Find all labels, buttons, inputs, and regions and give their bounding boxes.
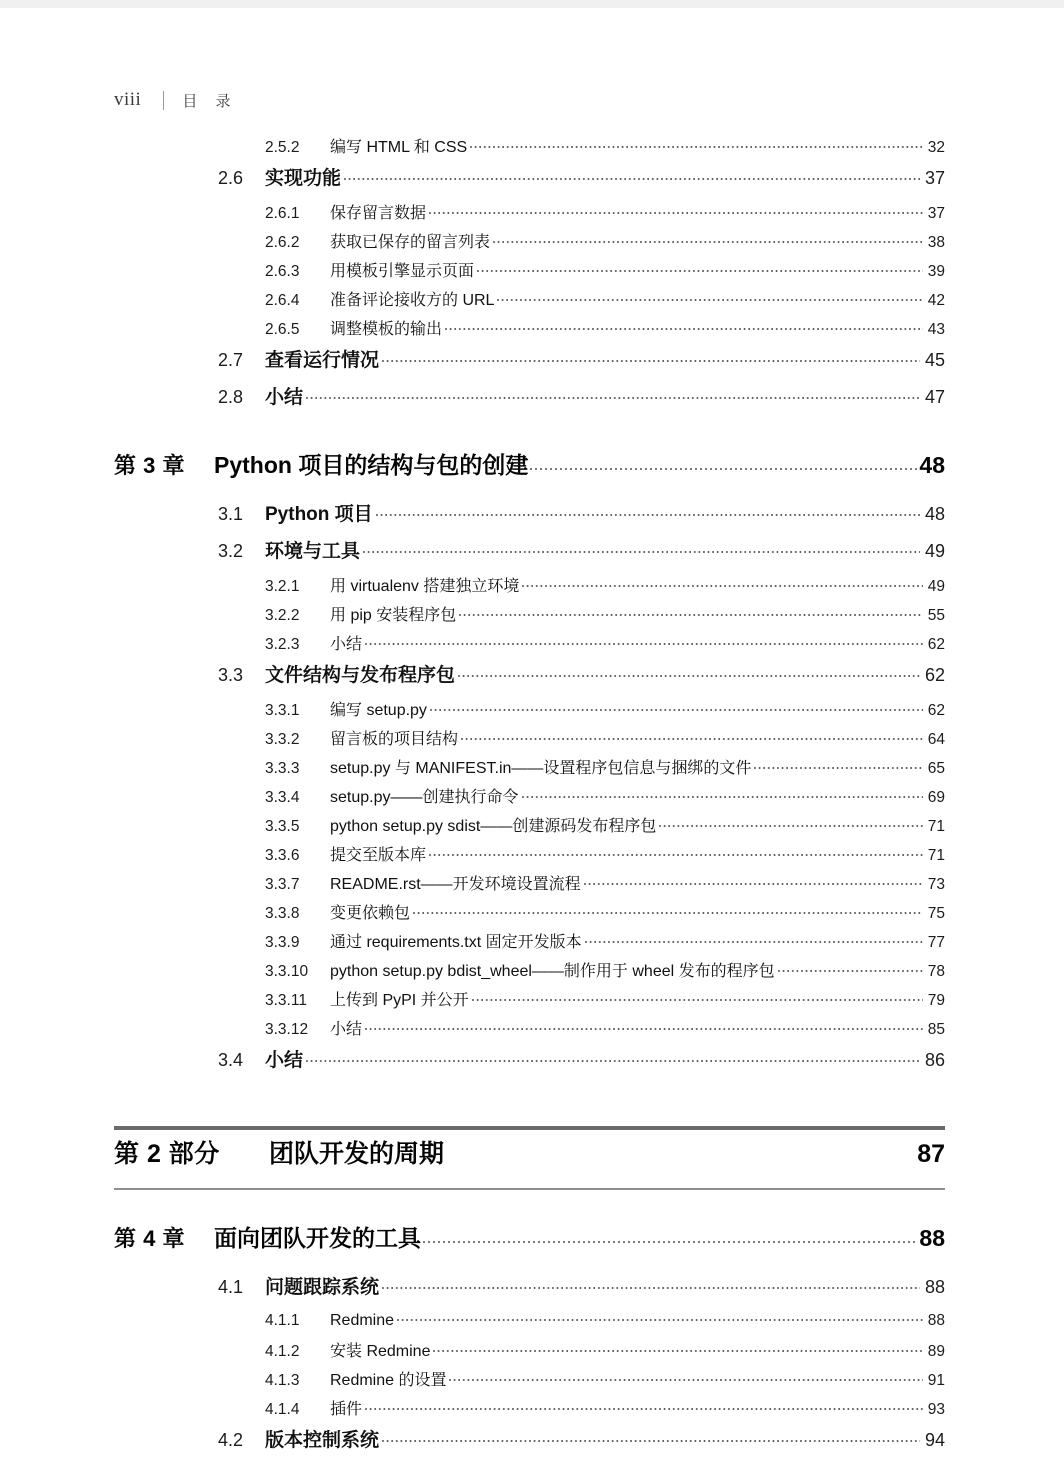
toc-entry-number: 2.5.2 [265, 139, 300, 156]
dot-leader [585, 931, 923, 947]
toc-entry-page-number: 47 [924, 387, 945, 407]
toc-entry-page-number: 62 [927, 636, 945, 653]
dot-leader [429, 844, 923, 860]
dot-leader [429, 202, 923, 218]
toc-entry-row[interactable] [0, 784, 1064, 813]
dot-leader [778, 960, 923, 976]
dot-leader [413, 902, 923, 918]
toc-entry-number: 3.3.4 [265, 789, 300, 806]
toc-entry-row[interactable] [0, 1045, 1064, 1082]
toc-entry-number: 3.3.5 [265, 818, 300, 835]
toc-entry-number: 3.3.11 [265, 992, 307, 1009]
dot-leader [382, 1430, 920, 1446]
toc-entry-page-number: 38 [927, 234, 945, 251]
dot-leader [659, 815, 922, 831]
toc-entry-title: 用 pip 安装程序包 [330, 607, 457, 624]
toc-entry-title: Redmine 的设置 [330, 1372, 447, 1389]
toc-entry-number: 3.4 [218, 1050, 244, 1070]
dot-leader [382, 1277, 920, 1293]
toc-entry-title: 用 virtualenv 搭建独立环境 [330, 578, 520, 595]
toc-entry-page-number: 86 [924, 1050, 945, 1070]
toc-entry-number: 2.7 [218, 350, 244, 370]
toc-entry-page-number: 49 [927, 578, 945, 595]
dot-leader [472, 989, 923, 1005]
toc-entry-title: 获取已保存的留言列表 [330, 234, 491, 251]
toc-entry-row[interactable] [0, 229, 1064, 258]
part-heading-row[interactable] [114, 1130, 945, 1188]
toc-spacer [0, 1082, 1064, 1126]
dot-leader [497, 289, 922, 305]
toc-entry-page-number: 37 [927, 205, 945, 222]
toc-entry-page-number: 88 [927, 1312, 945, 1329]
toc-entry-title: 提交至版本库 [330, 847, 427, 864]
toc-entry-row[interactable] [0, 499, 1064, 536]
running-head [114, 86, 238, 114]
toc-entry-title: 小结 [330, 636, 363, 653]
toc-entry-title: 面向团队开发的工具 [214, 1225, 421, 1251]
dot-leader [470, 136, 923, 152]
toc-entry-row[interactable] [0, 287, 1064, 316]
toc-entry-row[interactable] [0, 1396, 1064, 1425]
toc-entry-row[interactable] [0, 258, 1064, 287]
toc-entry-number: 3.2 [218, 541, 244, 561]
toc-entry-number: 3.1 [218, 504, 244, 524]
toc-entry-row[interactable] [0, 536, 1064, 573]
toc-entry-title: 问题跟踪系统 [265, 1277, 380, 1298]
toc-entry-page-number: 42 [927, 292, 945, 309]
dot-leader [754, 757, 922, 773]
toc-entry-title: 文件结构与发布程序包 [265, 665, 456, 686]
toc-entry-page-number: 88 [919, 1225, 945, 1251]
toc-entry-page-number: 37 [924, 168, 945, 188]
toc-entry-row[interactable] [0, 1016, 1064, 1045]
toc-entry-page-number: 62 [927, 702, 945, 719]
toc-entry-page-number: 64 [927, 731, 945, 748]
toc-entry-row[interactable] [0, 813, 1064, 842]
toc-entry-number: 2.6.2 [265, 234, 300, 251]
dot-leader [522, 575, 922, 591]
toc-entry-page-number: 89 [927, 1343, 945, 1360]
toc-entry-row[interactable] [0, 697, 1064, 726]
toc-entry-row[interactable] [0, 1338, 1064, 1367]
part-title: 团队开发的周期 [269, 1140, 445, 1168]
toc-entry-title: python setup.py sdist——创建源码发布程序包 [330, 818, 657, 835]
toc-entry-number: 3.3 [218, 665, 244, 685]
toc-entry-row[interactable] [0, 900, 1064, 929]
toc-entry-row[interactable] [0, 660, 1064, 697]
toc-entry-row[interactable] [0, 1309, 1064, 1338]
toc-entry-page-number: 45 [924, 350, 945, 370]
dot-leader [477, 260, 923, 276]
toc-entry-row[interactable] [0, 1367, 1064, 1396]
toc-entry-row[interactable] [0, 316, 1064, 345]
dot-leader [306, 387, 920, 403]
toc-entry-page-number: 91 [927, 1372, 945, 1389]
toc-entry-page-number: 39 [927, 263, 945, 280]
toc-entry-title: 小结 [265, 387, 304, 408]
toc-entry-page-number: 48 [919, 452, 945, 478]
toc-entry-title: 调整模板的输出 [330, 321, 443, 338]
toc-entry-page-number: 43 [927, 321, 945, 338]
toc-entry-number: 4.1.1 [265, 1312, 300, 1329]
toc-entry-title: python setup.py bdist_wheel——制作用于 wheel 发布的程序包 [330, 963, 775, 980]
toc-chapter-row[interactable] [0, 447, 1064, 493]
toc-entry-title: 环境与工具 [265, 541, 361, 562]
toc-entry-page-number: 55 [927, 607, 945, 624]
toc-entry-title: 上传到 PyPI 并公开 [330, 992, 469, 1009]
toc-entry-row[interactable] [0, 631, 1064, 660]
dot-leader [363, 541, 920, 557]
toc-entry-number: 3.3.9 [265, 934, 300, 951]
toc-page [0, 8, 1064, 1451]
toc-entry-page-number: 71 [927, 818, 945, 835]
toc-entry-title: 通过 requirements.txt 固定开发版本 [330, 934, 582, 951]
running-head-separator [163, 91, 164, 110]
toc-entry-title: 编写 setup.py [330, 702, 427, 719]
dot-leader [376, 504, 920, 520]
dot-leader [430, 699, 923, 715]
toc-entry-row[interactable] [0, 871, 1064, 900]
toc-entry-title: 准备评论接收方的 URL [330, 292, 495, 309]
toc-entry-title: Python 项目 [265, 504, 373, 525]
toc-entry-row[interactable] [0, 1272, 1064, 1309]
toc-entry-title: 编写 HTML 和 CSS [330, 139, 468, 156]
toc-entry-number: 3.2.3 [265, 636, 300, 653]
toc-spacer [0, 419, 1064, 447]
dot-leader [365, 1018, 923, 1034]
dot-leader [522, 786, 923, 802]
toc-entry-number: 3.3.12 [265, 1021, 309, 1038]
dot-leader [449, 1369, 922, 1385]
toc-entry-page-number: 79 [927, 992, 945, 1009]
running-head-title: 目 录 [182, 92, 238, 110]
dot-leader [306, 1050, 920, 1066]
toc-entry-title: setup.py 与 MANIFEST.in——设置程序包信息与捆绑的文件 [330, 760, 752, 777]
dot-leader [584, 873, 923, 889]
toc-entry-title: 变更依赖包 [330, 905, 411, 922]
toc-entry-page-number: 85 [927, 1021, 945, 1038]
dot-leader [461, 728, 923, 744]
toc-chapter-row[interactable] [0, 1220, 1064, 1266]
toc-entry-title: 保存留言数据 [330, 205, 427, 222]
toc-entry-title: 插件 [330, 1401, 363, 1418]
toc-entry-number: 3.3.3 [265, 760, 300, 777]
dot-leader [530, 457, 918, 473]
toc-entry-row[interactable] [0, 842, 1064, 871]
toc-entry-page-number: 77 [927, 934, 945, 951]
toc-entry-title: Python 项目的结构与包的创建 [214, 452, 529, 478]
toc-entry-number: 2.8 [218, 387, 244, 407]
toc-entry-number: 3.2.2 [265, 607, 300, 624]
toc-entry-number: 3.3.6 [265, 847, 300, 864]
toc-entry-number: 4.1.3 [265, 1372, 300, 1389]
toc-entry-row[interactable] [0, 200, 1064, 229]
part-page-number: 87 [917, 1140, 945, 1168]
toc-entry-number: 3.3.2 [265, 731, 300, 748]
toc-entry-page-number: 49 [924, 541, 945, 561]
toc-entry-row[interactable] [0, 163, 1064, 200]
toc-entry-number: 2.6.3 [265, 263, 300, 280]
toc-entry-page-number: 75 [927, 905, 945, 922]
toc-entry-title: 小结 [330, 1021, 363, 1038]
toc-entry-page-number: 78 [927, 963, 945, 980]
toc-entry-title: README.rst——开发环境设置流程 [330, 876, 581, 893]
dot-leader [433, 1340, 922, 1356]
toc-entry-row[interactable] [0, 755, 1064, 784]
toc-entry-page-number: 93 [927, 1401, 945, 1418]
toc-spacer [0, 1190, 1064, 1220]
toc-entry-number: 第 4 章 [114, 1226, 185, 1251]
dot-leader [382, 350, 920, 366]
toc-entry-title: 小结 [265, 1050, 304, 1071]
toc-entry-title: 用模板引擎显示页面 [330, 263, 475, 280]
toc-entry-page-number: 65 [927, 760, 945, 777]
toc-entry-page-number: 71 [927, 847, 945, 864]
toc-entry-row[interactable] [0, 382, 1064, 419]
toc-entry-page-number: 94 [924, 1430, 945, 1450]
toc-entry-row[interactable] [0, 958, 1064, 987]
toc-entry-title: 安装 Redmine [330, 1343, 431, 1360]
toc-entry-number: 2.6.5 [265, 321, 300, 338]
dot-leader [344, 168, 920, 184]
toc-entry-row[interactable] [0, 134, 1064, 163]
toc-entry-title: 查看运行情况 [265, 350, 380, 371]
toc-entry-number: 3.3.10 [265, 963, 309, 980]
toc-entry-title: setup.py——创建执行命令 [330, 789, 519, 806]
toc-entry-row[interactable] [0, 929, 1064, 958]
toc-entry-number: 4.1.2 [265, 1343, 300, 1360]
page-top-edge-shadow [0, 0, 1064, 8]
dot-leader [459, 604, 923, 620]
toc-entry-number: 2.6.1 [265, 205, 300, 222]
dot-leader [365, 1398, 923, 1414]
dot-leader [493, 231, 923, 247]
toc-entry-page-number: 48 [924, 504, 945, 524]
toc-entry-page-number: 88 [924, 1277, 945, 1297]
toc-entry-title: Redmine [330, 1312, 395, 1329]
dot-leader [423, 1230, 918, 1246]
toc-entry-page-number: 62 [924, 665, 945, 685]
toc-entry-title: 留言板的项目结构 [330, 731, 459, 748]
toc-entry-number: 3.3.1 [265, 702, 300, 719]
dot-leader [445, 318, 923, 334]
toc-entry-number: 2.6.4 [265, 292, 300, 309]
toc-entry-row[interactable] [0, 987, 1064, 1016]
part-number: 第 2 部分 [114, 1140, 220, 1168]
toc-entry-number: 第 3 章 [114, 453, 185, 478]
toc-entry-number: 4.1 [218, 1277, 244, 1297]
part-divider[interactable] [114, 1126, 945, 1190]
toc-entry-title: 版本控制系统 [265, 1430, 380, 1451]
table-of-contents [0, 134, 1064, 1462]
toc-entry-row[interactable] [0, 726, 1064, 755]
toc-entry-number: 3.3.7 [265, 876, 300, 893]
toc-entry-number: 4.2 [218, 1430, 244, 1450]
toc-entry-row[interactable] [0, 573, 1064, 602]
toc-entry-row[interactable] [0, 345, 1064, 382]
toc-entry-number: 3.2.1 [265, 578, 300, 595]
dot-leader [397, 1309, 923, 1325]
toc-entry-number: 2.6 [218, 168, 244, 188]
toc-entry-page-number: 32 [927, 139, 945, 156]
toc-entry-title: 实现功能 [265, 168, 342, 189]
toc-entry-page-number: 69 [927, 789, 945, 806]
dot-leader [365, 633, 923, 649]
page-folio: viii [114, 89, 142, 110]
toc-entry-number: 3.3.8 [265, 905, 300, 922]
toc-entry-row[interactable] [0, 602, 1064, 631]
dot-leader [458, 665, 920, 681]
toc-entry-row[interactable] [0, 1425, 1064, 1462]
toc-entry-number: 4.1.4 [265, 1401, 300, 1418]
toc-entry-page-number: 73 [927, 876, 945, 893]
